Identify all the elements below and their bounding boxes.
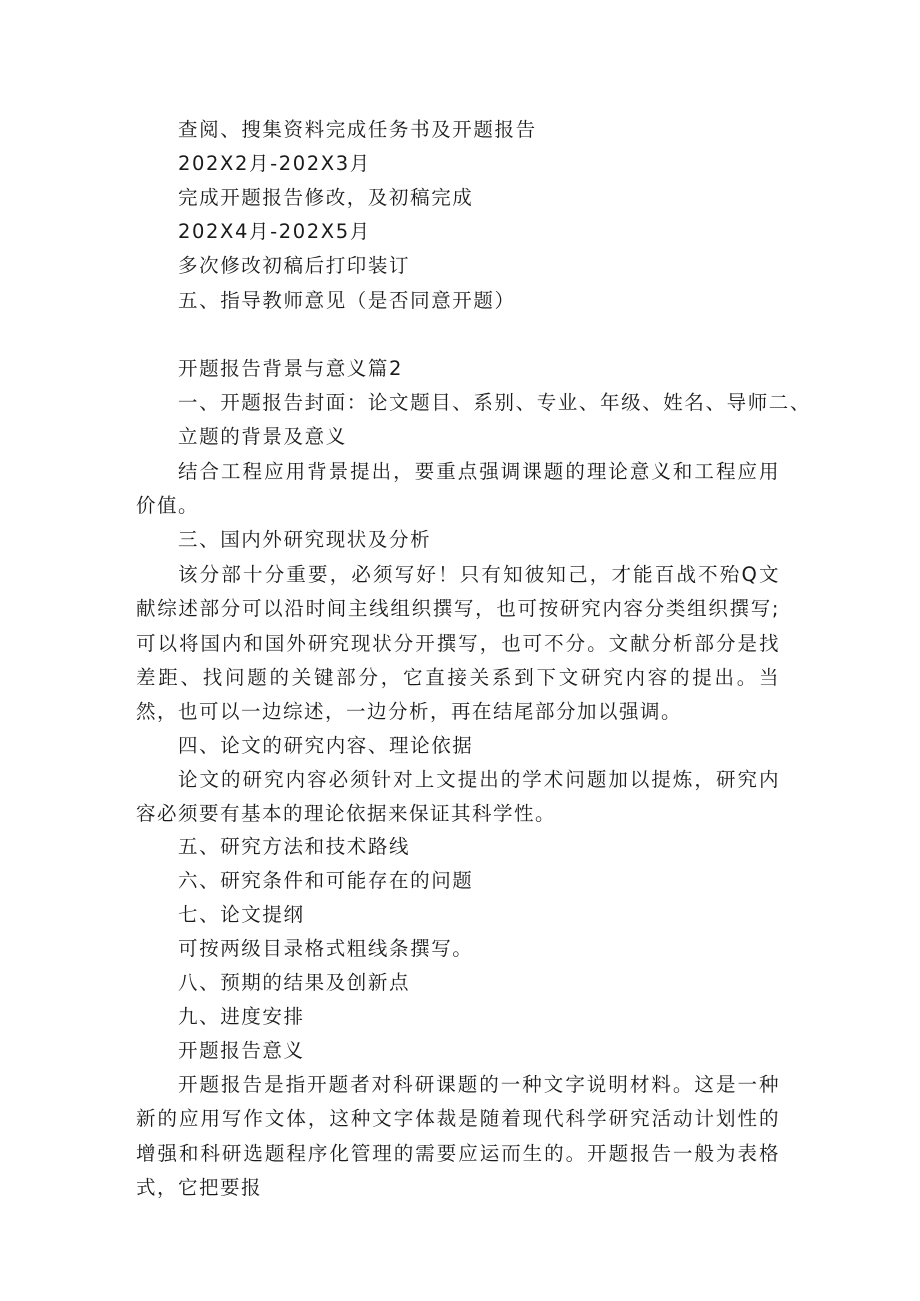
section-heading: 开题报告意义	[178, 1039, 305, 1062]
section-heading: 开题报告背景与意义篇2	[178, 357, 404, 380]
paragraph: 该分部十分重要，必须写好！只有知彼知己，才能百战不殆Q文献综述部分可以沿时间主线组织撰写，也可按研究内容分类组织撰写;可以将国内和国外研究现状分开撰写，也可不分。文献分析部分是找差距、找问题的关键部分，它直接关系到下文研究内容的提出。当然，也可以一边综述，一边分析，再在结尾部分加以强调。	[136, 563, 780, 724]
text-line: 五、研究方法和技术路线	[178, 835, 411, 858]
text-line: 四、论文的研究内容、理论依据	[178, 734, 474, 757]
text-line: 202X4月-202X5月	[178, 220, 371, 243]
text-line: 一、开题报告封面：论文题目、系别、专业、年级、姓名、导师二、	[178, 391, 812, 414]
text-line: 六、研究条件和可能存在的问题	[178, 869, 474, 892]
text-line: 完成开题报告修改，及初稿完成	[178, 186, 474, 209]
text-line: 可按两级目录格式粗线条撰写。	[178, 937, 474, 960]
text-line: 查阅、搜集资料完成任务书及开题报告	[178, 118, 537, 141]
text-line: 五、指导教师意见（是否同意开题）	[178, 289, 516, 312]
text-line: 七、论文提纲	[178, 903, 305, 926]
paragraph: 论文的研究内容必须针对上文提出的学术问题加以提炼，研究内容必须要有基本的理论依据来保证其科学性。	[136, 768, 780, 826]
text-line: 九、进度安排	[178, 1005, 305, 1028]
text-line: 立题的背景及意义	[178, 425, 347, 448]
paragraph: 开题报告是指开题者对科研课题的一种文字说明材料。这是一种新的应用写作文体，这种文字体裁是随着现代科学研究活动计划性的增强和科研选题程序化管理的需要应运而生的。开题报告一般为表格式，它把要报	[136, 1073, 780, 1199]
text-line: 202X2月-202X3月	[178, 152, 371, 175]
text-line: 多次修改初稿后打印装订	[178, 254, 411, 277]
text-line: 三、国内外研究现状及分析	[178, 528, 432, 551]
paragraph: 结合工程应用背景提出，要重点强调课题的理论意义和工程应用价值。	[136, 460, 780, 518]
text-line: 八、预期的结果及创新点	[178, 971, 411, 994]
